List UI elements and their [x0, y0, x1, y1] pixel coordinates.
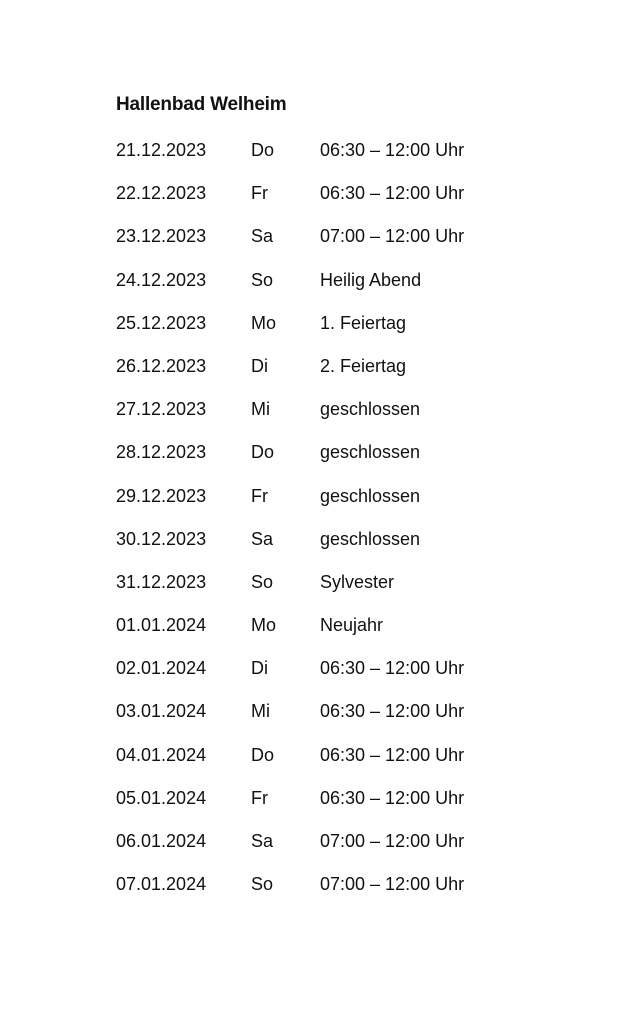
row-hours: 07:00 – 12:00 Uhr	[320, 831, 465, 851]
row-hours: 2. Feiertag	[320, 355, 407, 376]
row-hours: 06:30 – 12:00 Uhr	[320, 658, 465, 679]
schedule-row	[116, 570, 536, 613]
schedule-row	[116, 484, 536, 527]
schedule-row	[116, 699, 536, 742]
row-date: 28.12.2023	[116, 442, 207, 463]
row-hours: Neujahr	[320, 615, 384, 636]
row-date: 21.12.2023	[116, 140, 207, 160]
schedule-row	[116, 268, 536, 311]
schedule-row	[116, 181, 536, 224]
row-weekday: Fr	[251, 787, 268, 808]
schedule-row	[116, 656, 536, 699]
schedule-row	[116, 872, 536, 915]
row-date: 31.12.2023	[116, 571, 207, 592]
schedule-row	[116, 786, 536, 829]
row-date: 06.01.2024	[116, 831, 207, 851]
row-hours: Heilig Abend	[320, 269, 422, 290]
row-weekday: Sa	[251, 831, 274, 851]
row-weekday: Sa	[251, 226, 274, 247]
row-date: 27.12.2023	[116, 399, 207, 420]
schedule-row	[116, 743, 536, 786]
row-date: 07.01.2024	[116, 874, 207, 895]
row-hours: 06:30 – 12:00 Uhr	[320, 183, 465, 204]
row-weekday: Do	[251, 140, 275, 160]
row-hours: 06:30 – 12:00 Uhr	[320, 787, 465, 808]
row-weekday: Do	[251, 744, 275, 765]
row-date: 30.12.2023	[116, 528, 207, 549]
row-weekday: Di	[251, 658, 268, 679]
schedule-row	[116, 829, 536, 872]
row-weekday: So	[251, 269, 274, 290]
row-date: 02.01.2024	[116, 658, 207, 679]
schedule-row	[116, 440, 536, 483]
row-date: 03.01.2024	[116, 701, 207, 722]
schedule-row	[116, 613, 536, 656]
schedule-row	[116, 224, 536, 267]
row-weekday: Mo	[251, 615, 277, 636]
row-hours: 06:30 – 12:00 Uhr	[320, 744, 465, 765]
document-title: Hallenbad Welheim	[116, 94, 287, 115]
schedule-table	[116, 138, 536, 915]
row-date: 23.12.2023	[116, 226, 207, 247]
row-hours: 07:00 – 12:00 Uhr	[320, 874, 465, 895]
row-weekday: So	[251, 874, 274, 895]
row-weekday: Do	[251, 442, 275, 463]
row-date: 01.01.2024	[116, 615, 207, 636]
row-weekday: Mi	[251, 701, 270, 722]
row-date: 04.01.2024	[116, 744, 207, 765]
row-hours: Sylvester	[320, 571, 395, 592]
schedule-row	[116, 138, 536, 181]
row-weekday: Di	[251, 355, 268, 376]
row-hours: geschlossen	[320, 485, 421, 506]
row-date: 25.12.2023	[116, 312, 207, 333]
schedule-row	[116, 397, 536, 440]
row-date: 05.01.2024	[116, 787, 207, 808]
row-weekday: So	[251, 571, 274, 592]
row-weekday: Sa	[251, 528, 274, 549]
row-hours: 06:30 – 12:00 Uhr	[320, 140, 465, 160]
row-weekday: Mo	[251, 312, 277, 333]
row-hours: 06:30 – 12:00 Uhr	[320, 701, 465, 722]
row-date: 22.12.2023	[116, 183, 207, 204]
row-date: 24.12.2023	[116, 269, 207, 290]
row-weekday: Mi	[251, 399, 270, 420]
row-weekday: Fr	[251, 485, 268, 506]
row-hours: 07:00 – 12:00 Uhr	[320, 226, 465, 247]
row-date: 26.12.2023	[116, 355, 207, 376]
schedule-row	[116, 354, 536, 397]
row-hours: geschlossen	[320, 528, 421, 549]
row-hours: geschlossen	[320, 399, 421, 420]
row-weekday: Fr	[251, 183, 268, 204]
row-hours: geschlossen	[320, 442, 421, 463]
schedule-row	[116, 527, 536, 570]
schedule-row	[116, 311, 536, 354]
row-hours: 1. Feiertag	[320, 312, 407, 333]
row-date: 29.12.2023	[116, 485, 207, 506]
